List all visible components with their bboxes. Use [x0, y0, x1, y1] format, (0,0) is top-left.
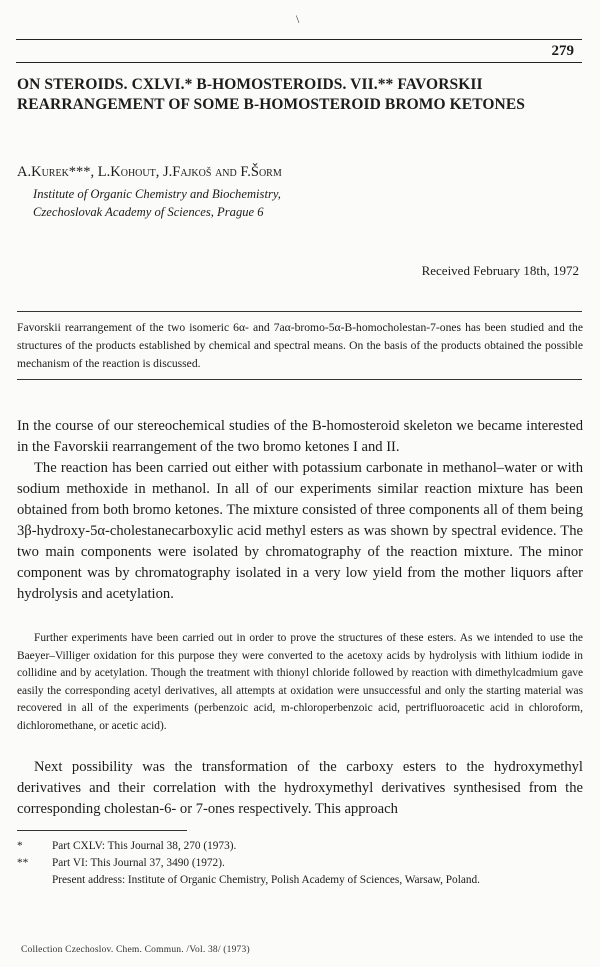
header-rule-bottom [16, 62, 582, 63]
footnote-text: Part VI: This Journal 37, 3490 (1972). [52, 857, 225, 869]
affiliation-line-2: Czechoslovak Academy of Sciences, Prague 6 [33, 205, 264, 219]
footnote-text: Present address: Institute of Organic Chemistry, Polish Academy of Sciences, Warsaw, Poland. [52, 874, 480, 886]
footnote-rule [17, 830, 187, 831]
scan-mark: \ [296, 12, 300, 26]
footnote-mark: * [17, 840, 23, 852]
footnote-2 [17, 855, 583, 872]
body-paragraph-3: Further experiments have been carried out in order to prove the structures of these esters. As we intended to use the Baeyer–Villiger oxidation for this purpose they were converted to the acetoxy acids by hydrolysis with lithium iodide in collidine and by acetylation. Though the treatment with thionyl chloride followed by reaction with dimethylcadmium gave easily the corresponding acetyl derivatives, all attempts at oxidation were unsuccessful and only the starting material was recovered in all of the experiments (perbenzoic acid, m-chloroperbenzoic acid, pertrifluoroacetic acid in chloroform, dichloromethane, or acetic acid). [17, 632, 583, 732]
body-paragraph-4: Next possibility was the transformation of the carboxy esters to the hydroxymethyl derivatives and their correlation with the hydroxymethyl derivatives synthesised from the corresponding cholestan-6- or 7-ones respectively. This approach [17, 759, 583, 817]
received-date: Received February 18th, 1972 [421, 263, 579, 278]
abstract-rule-top [17, 311, 582, 312]
footnote-mark [17, 872, 52, 889]
footnote-text: Part CXLV: This Journal 38, 270 (1973). [52, 840, 237, 852]
footnote-1 [17, 838, 583, 855]
article-title: ON STEROIDS. CXLVI.* B-HOMOSTEROIDS. VII.** FAVORSKII REARRANGEMENT OF SOME B-HOMOSTEROID BROMO KETONES [17, 76, 525, 113]
body-paragraph-2: The reaction has been carried out either with potassium carbonate in methanol–water or with sodium methoxide in methanol. In all of our experiments similar reaction mixture has been obtained from both bromo ketones. The mixture consisted of three components all of them being 3β-hydroxy-5α-cholestanecarboxylic acid methyl esters as was shown by spectral evidence. The two main components were isolated by chromatography of the reaction mixture. The minor component was by chromatography isolated in a very low yield from the mother liquors after hydrolysis and acetylation. [17, 460, 583, 602]
journal-footer: Collection Czechoslov. Chem. Commun. /Vol. 38/ (1973) [21, 945, 250, 955]
affiliation [33, 185, 281, 221]
affiliation-line-1: Institute of Organic Chemistry and Biochemistry, [33, 187, 281, 201]
footnote-mark: ** [17, 857, 29, 869]
body-paragraph-1: In the course of our stereochemical studies of the B-homosteroid skeleton we became interested in the Favorskii rearrangement of the two bromo ketones I and II. [17, 418, 583, 455]
page-number: 279 [551, 43, 574, 59]
footnote-3 [17, 872, 583, 889]
authors: A.Kurek***, L.Kohout, J.Fajkoš and F.Šorm [17, 164, 282, 180]
abstract-rule-bottom [17, 379, 582, 380]
abstract: Favorskii rearrangement of the two isomeric 6α- and 7aα-bromo-5α-B-homocholestan-7-ones has been studied and the structures of the products established by chemical and spectral means. On the basis of the products obtained the possible mechanism of the reaction is discussed. [17, 321, 583, 370]
header-rule-top [16, 39, 582, 40]
